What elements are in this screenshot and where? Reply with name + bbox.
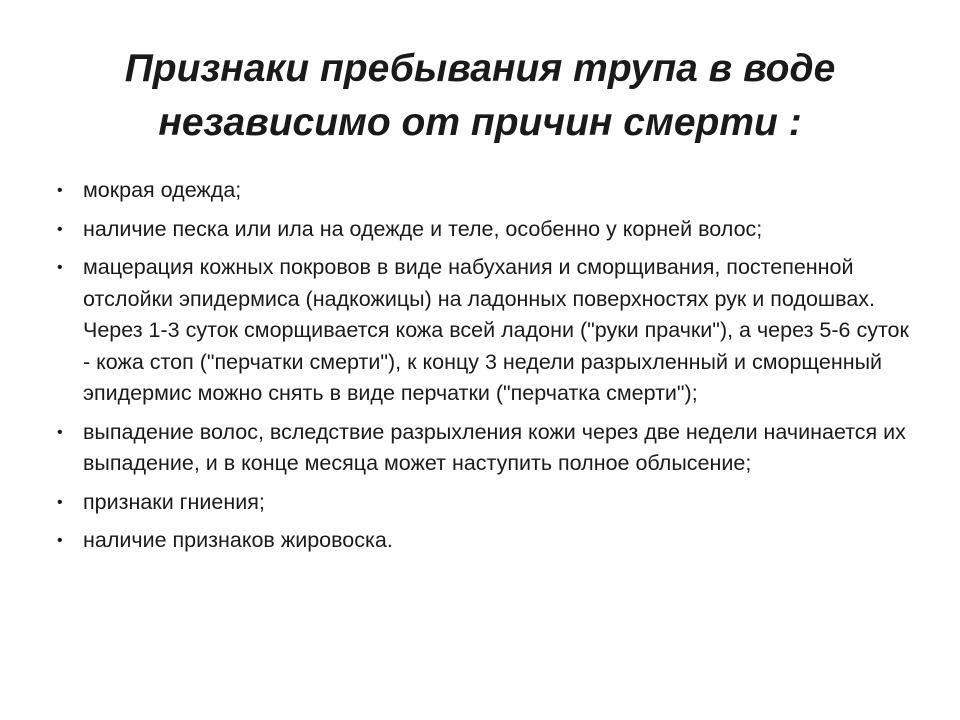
- title-line-1: Признаки пребывания трупа в воде: [124, 47, 836, 90]
- bullet-item-wet-clothing: [55, 175, 915, 207]
- bullet-text: наличие признаков жировоска.: [83, 528, 393, 552]
- bullet-icon: •: [57, 259, 63, 276]
- bullet-text: выпадение волос, вследствие разрыхления кожи через две недели начинается их выпадение, и в конце месяца может наступить полное облысение;: [83, 419, 906, 475]
- slide-title: [60, 42, 900, 150]
- bullet-icon: •: [57, 423, 63, 441]
- bullet-icon: •: [57, 220, 63, 238]
- bullet-item-adipocere: [55, 525, 915, 557]
- bullet-icon: •: [57, 532, 63, 549]
- bullet-item-putrefaction: [55, 487, 915, 519]
- bullet-icon: •: [57, 182, 63, 199]
- bullet-text: мокрая одежда;: [83, 178, 242, 202]
- bullet-item-sand-silt: [55, 214, 915, 246]
- bullet-item-hair-loss: [55, 417, 915, 480]
- bullet-text: признаки гниения;: [83, 489, 265, 514]
- bullet-icon: •: [57, 493, 63, 511]
- bullet-item-maceration: [55, 252, 915, 410]
- title-line-2: независимо от причин смерти :: [158, 101, 802, 144]
- bullet-text: наличие песка или ила на одежде и теле, особенно у корней волос;: [83, 216, 763, 241]
- bullet-list: [55, 175, 915, 564]
- bullet-text: мацерация кожных покровов в виде набухания и сморщивания, постепенной отслойки эпидермиса (надкожицы) на ладонных поверхностях рук и подошвах. Через 1-3 суток сморщивается кожа всей ладони ("руки прачки"), а через 5-6 суток - кожа стоп ("перчатки смерти"), к концу 3 недели разрыхленный и сморщенный эпидермис можно снять в виде перчатки ("перчатка смерти");: [83, 255, 909, 405]
